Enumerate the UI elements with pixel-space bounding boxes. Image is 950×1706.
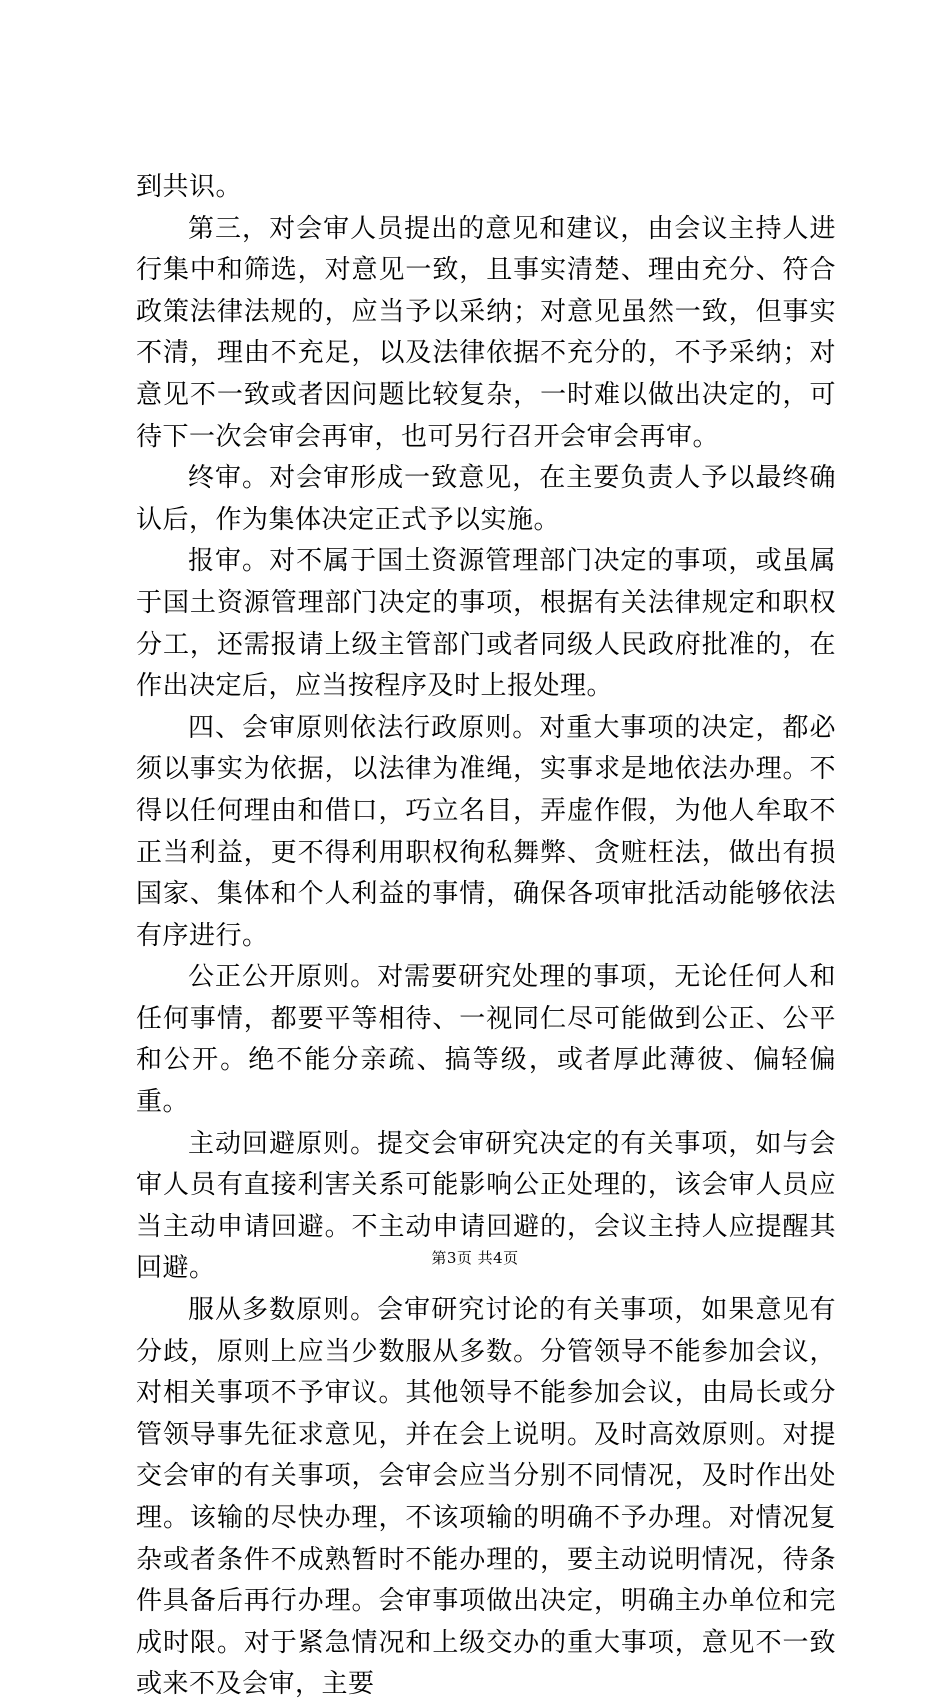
page-footer: 第3页 共4页 — [431, 1249, 519, 1267]
paragraph: 主动回避原则。提交会审研究决定的有关事项，如与会审人员有直接利害关系可能影响公正处理的，该会审人员应当主动申请回避。不主动申请回避的，会议主持人应提醒其回避。 — [136, 1128, 836, 1284]
paragraph: 服从多数原则。会审研究讨论的有关事项，如果意见有分歧，原则上应当少数服从多数。分管领导不能参加会议，对相关事项不予审议。其他领导不能参加会议，由局长或分管领导事先征求意见，并在会上说明。及时高效原则。对提交会审的有关事项，会审会应当分别不同情况，及时作出处理。该输的尽快办理，不该项输的明确不予办理。对情况复杂或者条件不成熟暂时不能办理的，要主动说明情况，待条件具备后再行办理。会审事项做出决定，明确主办单位和完成时限。对于紧急情况和上级交办的重大事项，意见不一致或来不及会审，主要 — [136, 1295, 836, 1700]
paragraph: 报审。对不属于国土资源管理部门决定的事项，或虽属于国土资源管理部门决定的事项，根据有关法律规定和职权分工，还需报请上级主管部门或者同级人民政府批准的，在作出决定后，应当按程序及时上报处理。 — [136, 546, 836, 702]
paragraph: 终审。对会审形成一致意见，在主要负责人予以最终确认后，作为集体决定正式予以实施。 — [136, 463, 836, 535]
paragraph: 公正公开原则。对需要研究处理的事项，无论任何人和任何事情，都要平等相待、一视同仁尽可能做到公正、公平和公开。绝不能分亲疏、搞等级，或者厚此薄彼、偏轻偏重。 — [136, 962, 836, 1118]
paragraph: 到共识。 — [136, 172, 243, 202]
paragraph: 第三，对会审人员提出的意见和建议，由会议主持人进行集中和筛选，对意见一致，且事实清楚、理由充分、符合政策法律法规的，应当予以采纳；对意见虽然一致，但事实不清，理由不充足，以及法律依据不充分的，不予采纳；对意见不一致或者因问题比较复杂，一时难以做出决定的，可待下一次会审会再审，也可另行召开会审会再审。 — [136, 213, 836, 452]
document-body — [136, 167, 836, 1706]
paragraph: 四、会审原则依法行政原则。对重大事项的决定，都必须以事实为依据，以法律为准绳，实事求是地依法办理。不得以任何理由和借口，巧立名目，弄虚作假，为他人牟取不正当利益，更不得利用职权徇私舞弊、贪赃枉法，做出有损国家、集体和个人利益的事情，确保各项审批活动能够依法有序进行。 — [136, 712, 836, 951]
